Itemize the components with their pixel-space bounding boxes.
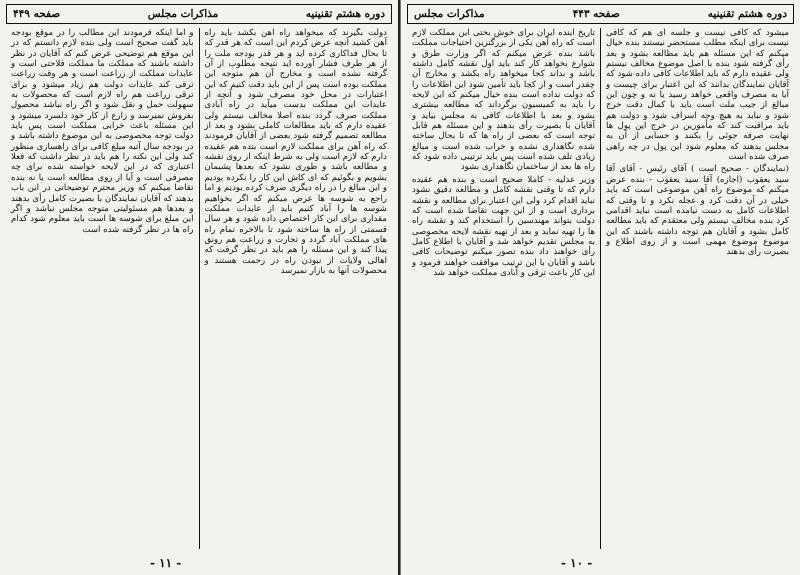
text-column bbox=[407, 28, 600, 549]
page-number-label: صفحه ۴۴۹ bbox=[13, 8, 61, 20]
header-title: مذاکرات مجلس bbox=[147, 8, 219, 20]
paragraph: دولت بگیرند که میخواهد راه آهن بکشد باید راه آهن کشید آنچه عرض کردم این است که هر قدر که تا بحال فداکاری کرده اید و هر قدر بودجه ملت را از هر طرف فشار آورده اید نتیجه مطلوب از آن گرفته نشده است و مخارج آن هم متوجه این مملکت بوده است پس از این باید دقت کنیم که این اعتبارات در محل خود مصرف شود و آنچه از عایدات این مملکت بدست میآید در راه آبادی مملکت صرف گردد بنده اصلا مخالف نیستم ولی عقیده دارم که باید مطالعات کاملی بشود و بعد از مطالعه تصمیم گرفته شود بعضی از آقایان فرمودند که راه آهن برای مملکت لازم است بنده هم عقیده دارم که لازم است ولی به شرط اینکه از روی نقشه و مطالعه باشد و طوری نشود که بعدها پشیمان بشویم و بگوئیم که ای کاش این کار را نکرده بودیم و این مبالغ را در راه دیگری صرف کرده بودیم و اما راجع به شوسه ها عرض میکنم که اگر بخواهیم شوسه ها را آباد کنیم باید از عایدات مملکت مقداری برای این کار اختصاص داده شود و هر سال قسمتی از راه ها ساخته شود تا بالاخره تمام راه های مملکت آباد گردد و تجارت و زراعت هم رونق پیدا کند و این مسئله را هم باید در نظر گرفت که اهالی ولایات از نبودن راه در زحمت هستند و محصولات آنها به بازار نمیرسد bbox=[204, 28, 387, 276]
page-header bbox=[407, 4, 794, 24]
page-body bbox=[407, 28, 794, 549]
page-folio: - ۱۰ - bbox=[561, 556, 593, 570]
session-label: دوره هشتم تقنینیه bbox=[305, 8, 385, 20]
paragraph: (نمایندگان - صحیح است ) آقای رئیس - آقای آقا سید یعقوب (اجازه) آقا سید یعقوب - بنده عرض میکنم که موضوع راه آهن موضوعی است که باید خیلی در آن دقت کرد و عجله نکرد و تا وقتی که اطلاعات کامل به دست نیامده است نباید اقدامی کرد بنده مخالف نیستم ولی معتقدم که باید مطالعه کامل بشود و آقایان هم توجه داشته باشند که این موضوع موضوع مهمی است و از روی اطلاع و بصیرت رأی بدهند bbox=[606, 164, 789, 258]
text-column bbox=[601, 28, 794, 549]
text-column bbox=[6, 28, 199, 549]
text-column bbox=[200, 28, 393, 549]
paragraph: و اما اینکه فرمودند این مطالب را در موقع بودجه باید گفت صحیح است ولی بنده لازم دانستم که در این موقع هم توضیحی عرض کنم که آقایان در نظر داشته باشند که مملکت ما مملکت فلاحتی است و عایدات مملکت از زراعت است و هر وقت زراعت ترقی کند عایدات دولت هم زیاد میشود و برای ترقی زراعت هم راه لازم است که محصولات به سهولت حمل و نقل شود و اگر راه نباشد محصول بفروش نمیرسد و زارع از کار خود دلسرد میشود و این مسئله باعث خرابی مملکت است پس باید دولت توجه مخصوصی به این موضوع داشته باشد و در بودجه سال آتیه مبلغ کافی برای راهسازی منظور کند ولی این نکته را هم باید در نظر داشت که فعلا اعتباری که در این لایحه خواسته شده برای چه مصرفی است و آیا از روی مطالعه است یا نه بنده تقاضا میکنم که وزیر محترم توضیحاتی در این باب بدهند که آقایان نمایندگان با بصیرت کامل رأی بدهند و بعدها هم مسئولیتی متوجه مجلس نباشد و اگر این مبلغ برای شوسه ها است باید معلوم شود کدام راه ها در نظر گرفته شده است bbox=[11, 28, 194, 235]
paragraph: وزیر عدلیه - کاملا صحیح است و بنده هم عقیده دارم که تا وقتی نقشه کامل و مطالعه دقیق نشود نباید اقدام کرد ولی این اعتبار برای مطالعه و نقشه برداری است و از این جهت تقاضا شده است که دولت بتواند مهندسین را استخدام کند و نقشه راه ها را تهیه نماید و بعد از تهیه نقشه لایحه مخصوصی به مجلس تقدیم خواهد شد و آقایان با اطلاع کامل رأی خواهند داد بنده تصور میکنم توضیحات کافی باشد و آقایان با این ترتیب موافقت خواهند فرمود و این کار باعث ترقی و آبادی مملکت خواهد شد bbox=[412, 174, 595, 278]
right-page bbox=[400, 0, 800, 575]
page-header bbox=[6, 4, 392, 24]
page-number-label: صفحه ۴۴۳ bbox=[572, 8, 620, 20]
session-label: دوره هشتم تقنینیه bbox=[707, 8, 787, 20]
page-body bbox=[6, 28, 392, 549]
paragraph: میشود که کافی نیست و جلسه ای هم که کافی نیست برای اینکه مطلب مستحضر نیستند بنده خیال میکنم که این مسئله هم باید مطالعه بشود و بعد رأی گرفته شود بنده با اصل موضوع مخالف نیستم ولی عقیده دارم که باید اطلاعات کافی داده شود که آقایان نمایندگان بدانند که این اعتبار برای چیست و آیا به مصرف واقعی خواهد رسید یا نه و چون این مبالغ از جیب ملت است باید با کمال دقت خرج شود و نباید به هیچ وجه اسراف شود و دولت هم باید مراقبت کند که مأمورین در خرج این پول ها نهایت صرفه جوئی را بکنند و حسابی از آن به مجلس بدهند که معلوم شود این پول در چه راهی صرف شده است bbox=[606, 28, 789, 163]
paragraph: تاریخ آینده ایران برای خوش بختی این مملکت لازم است که راه آهن یکی از بزرگترین احتیاجات مملکت باشد بنده عرض میکنم که اگر وزارت طرق و شوارع بخواهد کار کند باید اول نقشه کامل داشته باشد و بداند کجا میخواهد راه بکشد و مخارج آن چقدر است و از کجا باید تأمین شود این اطلاعات را که دولت نداده است بنده خیال میکنم که این لایحه را باید به کمیسیون برگرداند که مطالعه بیشتری بشود و بعد با اطلاعات کافی به مجلس بیاید و آقایان با بصیرت رأی بدهند و این مسئله هم قابل توجه است که بعضی از راه ها که تا بحال ساخته شده نگاهداری نشده و خراب شده است و مبالغ زیادی تلف شده است پس باید ترتیبی داده شود که راه ها بعد از ساختمان نگاهداری بشود bbox=[412, 28, 595, 173]
header-title: مذاکرات مجلس bbox=[414, 8, 485, 20]
page-folio: - ۱۱ - bbox=[150, 556, 182, 570]
